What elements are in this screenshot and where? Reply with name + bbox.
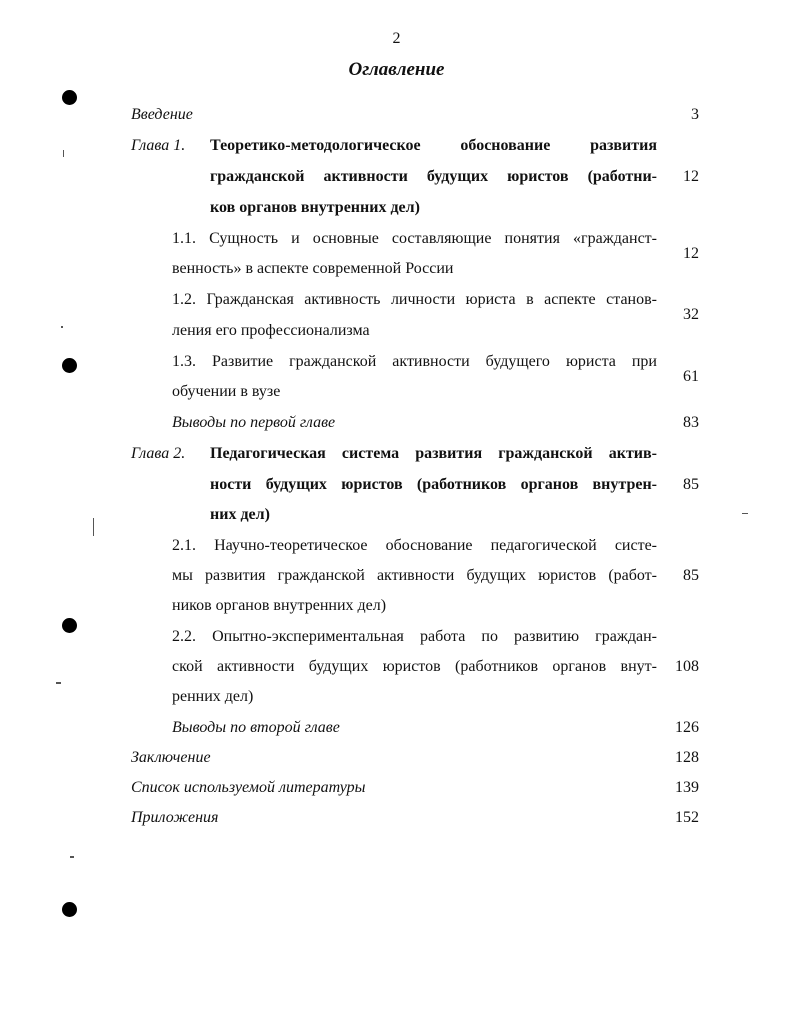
scan-speck <box>742 513 748 514</box>
section-title-line: венность» в аспекте современной России <box>172 260 454 277</box>
chapter-title-line: гражданской активности будущих юристов (работни- <box>210 168 657 185</box>
page-number: 2 <box>392 30 401 47</box>
entry-page: 126 <box>675 719 699 736</box>
entry-label: Приложения <box>131 809 219 826</box>
section-title-line: 2.1. Научно-теоретическое обоснование педагогической систе- <box>172 537 657 554</box>
section-title-line: обучении в вузе <box>172 383 281 400</box>
entry-page: 128 <box>675 749 699 766</box>
punch-hole-4 <box>62 902 77 917</box>
chapter-title-line: Педагогическая система развития гражданской актив- <box>210 445 657 462</box>
chapter-title-line: Теоретико-методологическое обоснование развития <box>210 137 657 154</box>
chapter-prefix: Глава 2. <box>131 445 186 462</box>
punch-hole-2 <box>62 358 77 373</box>
entry-page: 85 <box>683 476 699 493</box>
section-title-line: мы развития гражданской активности будущих юристов (работ- <box>172 567 657 584</box>
entry-label: Введение <box>131 106 193 123</box>
section-title-line: 1.2. Гражданская активность личности юриста в аспекте станов- <box>172 291 657 308</box>
scan-speck <box>63 150 64 157</box>
entry-page: 12 <box>683 245 699 262</box>
entry-page: 85 <box>683 567 699 584</box>
punch-hole-1 <box>62 90 77 105</box>
section-title-line: ников органов внутренних дел) <box>172 597 387 614</box>
scan-speck <box>93 518 94 536</box>
chapter-title-line: них дел) <box>210 506 270 523</box>
scan-speck <box>70 856 74 858</box>
section-title-line: 1.1. Сущность и основные составляющие понятия «гражданст- <box>172 230 657 247</box>
entry-page: 152 <box>675 809 699 826</box>
entry-page: 139 <box>675 779 699 796</box>
entry-page: 61 <box>683 368 699 385</box>
section-title-line: ренних дел) <box>172 688 254 705</box>
scan-speck <box>56 682 61 684</box>
entry-label: Заключение <box>131 749 211 766</box>
entry-label: Список используемой литературы <box>131 779 366 796</box>
chapter-title-line: ности будущих юристов (работников органов внутрен- <box>210 476 657 493</box>
section-title-line: ления его профессионализма <box>172 322 370 339</box>
section-title-line: 2.2. Опытно-экспериментальная работа по развитию граждан- <box>172 628 657 645</box>
punch-hole-3 <box>62 618 77 633</box>
chapter-prefix: Глава 1. <box>131 137 186 154</box>
entry-page: 32 <box>683 306 699 323</box>
chapter-title-line: ков органов внутренних дел) <box>210 199 420 216</box>
entry-page: 12 <box>683 168 699 185</box>
entry-page: 108 <box>675 658 699 675</box>
entry-page: 83 <box>683 414 699 431</box>
scan-speck <box>61 326 63 328</box>
section-title-line: 1.3. Развитие гражданской активности будущего юриста при <box>172 353 657 370</box>
entry-label: Выводы по первой главе <box>172 414 336 431</box>
toc-title: Оглавление <box>348 59 445 80</box>
entry-page: 3 <box>691 106 699 123</box>
entry-label: Выводы по второй главе <box>172 719 340 736</box>
section-title-line: ской активности будущих юристов (работников органов внут- <box>172 658 657 675</box>
